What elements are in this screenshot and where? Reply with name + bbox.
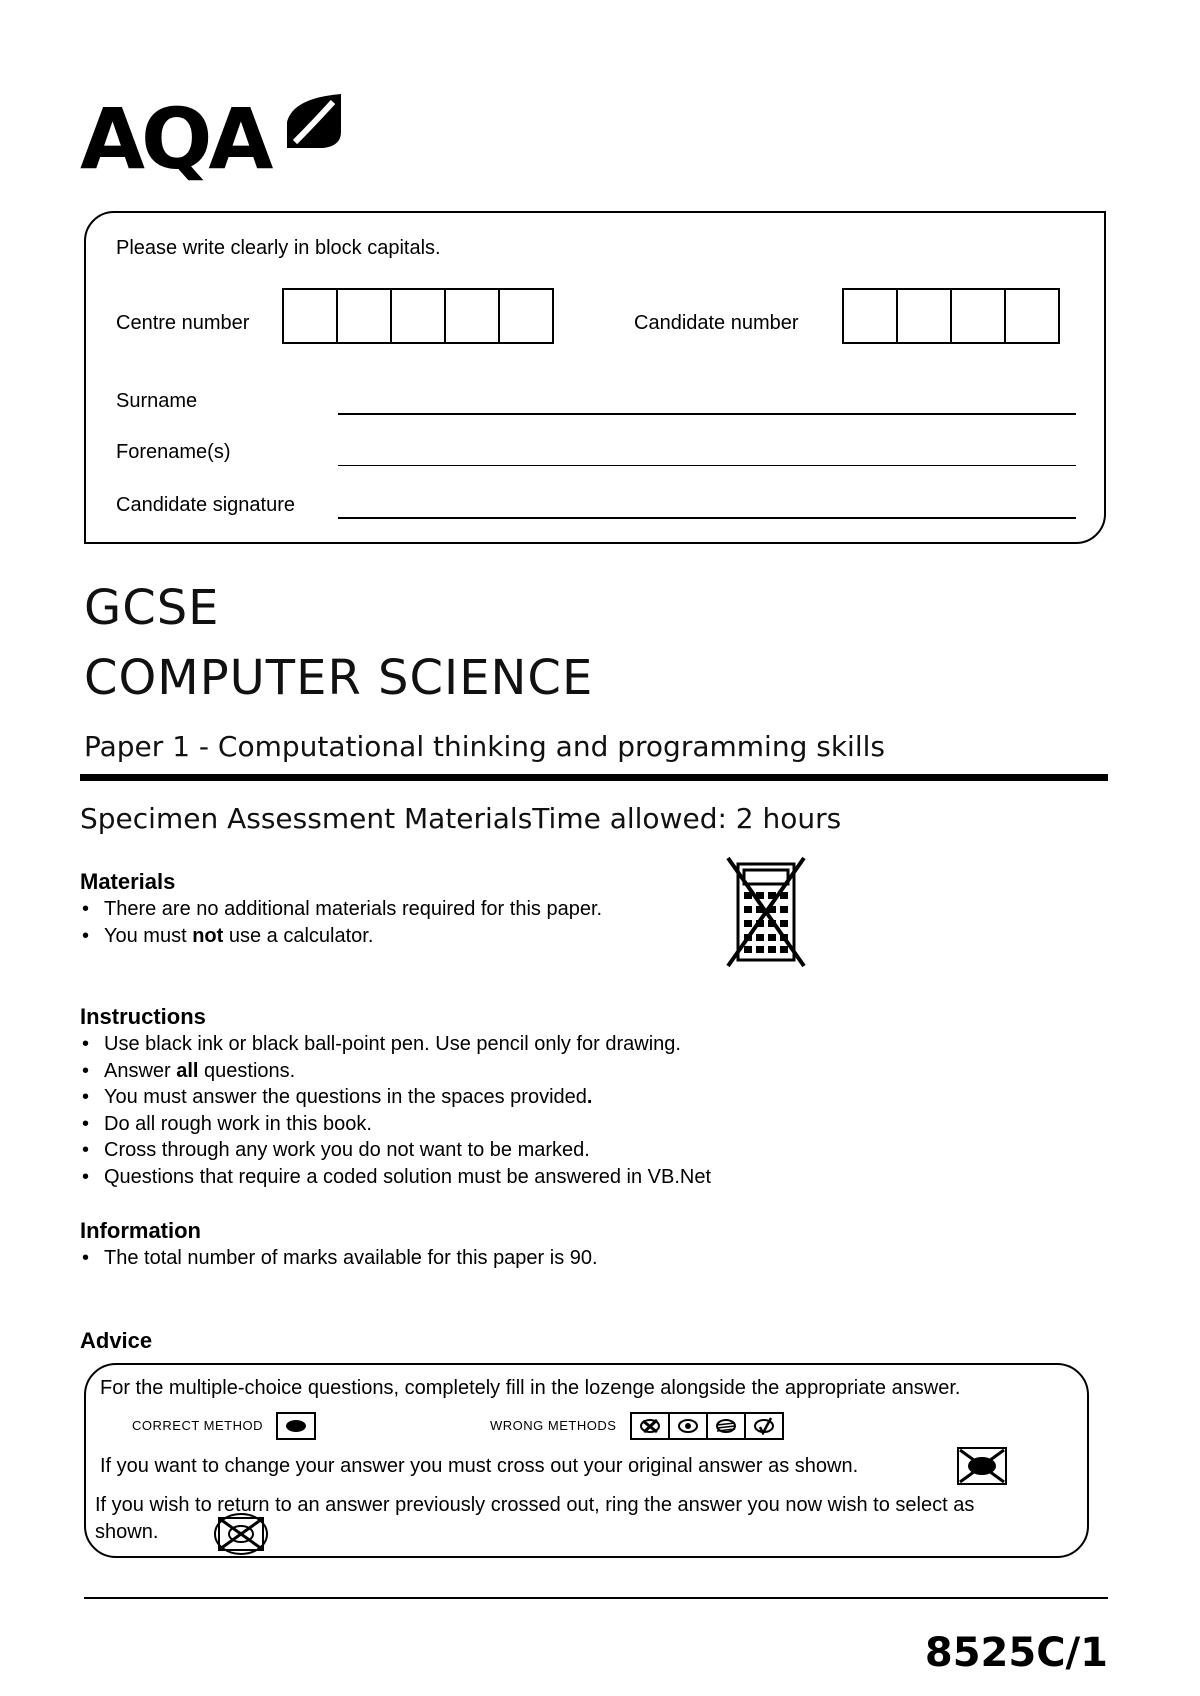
forenames-label: Forename(s)	[116, 441, 231, 463]
forenames-line[interactable]	[338, 465, 1076, 466]
list-item: • Cross through any work you do not want to be marked.	[80, 1137, 711, 1164]
change-answer-instruction: If you want to change your answer you must cross out your original answer as shown.	[100, 1455, 859, 1477]
scribbled-lozenge-icon	[706, 1412, 746, 1440]
candidate-number-boxes[interactable]	[842, 288, 1060, 344]
list-item: • You must not use a calculator.	[80, 923, 602, 950]
instructions-heading: Instructions	[80, 1004, 206, 1029]
logo-text: AQA	[80, 90, 270, 188]
materials-list	[80, 896, 602, 949]
crossed-lozenge-icon	[956, 1446, 1008, 1486]
return-answer-instruction-cont: shown.	[95, 1521, 159, 1543]
list-item: • You must answer the questions in the spaces provided.	[80, 1084, 711, 1111]
footer-rule	[84, 1597, 1108, 1599]
candidate-digit-box[interactable]	[1004, 288, 1060, 344]
list-item: • Answer all questions.	[80, 1058, 711, 1085]
list-item: • The total number of marks available for this paper is 90.	[80, 1245, 598, 1272]
centre-digit-box[interactable]	[390, 288, 446, 344]
centre-digit-box[interactable]	[336, 288, 392, 344]
ticked-through-lozenge-icon	[744, 1412, 784, 1440]
ticked-lozenge-icon	[630, 1412, 670, 1440]
centre-digit-box[interactable]	[444, 288, 500, 344]
aqa-logo	[80, 92, 350, 187]
list-item: • Do all rough work in this book.	[80, 1111, 711, 1138]
list-item: • Questions that require a coded solution must be answered in VB.Net	[80, 1164, 711, 1191]
dotted-lozenge-icon	[668, 1412, 708, 1440]
signature-line[interactable]	[338, 517, 1076, 519]
return-answer-instruction: If you wish to return to an answer previously crossed out, ring the answer you now wish to select as	[95, 1494, 975, 1516]
filled-lozenge-icon	[276, 1412, 316, 1440]
correct-method-example	[278, 1412, 316, 1440]
title-rule	[80, 774, 1108, 781]
surname-label: Surname	[116, 390, 198, 412]
signature-label: Candidate signature	[116, 494, 296, 516]
centre-digit-box[interactable]	[282, 288, 338, 344]
qualification-title: GCSE	[84, 580, 220, 636]
ringed-crossed-lozenge-icon	[212, 1512, 270, 1556]
wrong-methods-examples	[632, 1412, 784, 1440]
surname-line[interactable]	[338, 413, 1076, 415]
centre-digit-box[interactable]	[498, 288, 554, 344]
materials-heading: Materials	[80, 869, 176, 894]
wrong-methods-label: WRONG METHODS	[490, 1418, 617, 1433]
specimen-time-line: Specimen Assessment MaterialsTime allowed: 2 hours	[80, 802, 842, 835]
centre-number-boxes[interactable]	[282, 288, 554, 344]
advice-heading: Advice	[80, 1328, 153, 1353]
list-item: • There are no additional materials required for this paper.	[80, 896, 602, 923]
correct-method-label: CORRECT METHOD	[132, 1418, 263, 1433]
candidate-digit-box[interactable]	[896, 288, 952, 344]
list-item: • Use black ink or black ball-point pen. Use pencil only for drawing.	[80, 1031, 711, 1058]
centre-number-label: Centre number	[116, 312, 250, 334]
paper-title: Paper 1 - Computational thinking and programming skills	[84, 730, 885, 763]
candidate-digit-box[interactable]	[842, 288, 898, 344]
instructions-list	[80, 1031, 711, 1190]
subject-title: COMPUTER SCIENCE	[84, 650, 594, 706]
candidate-digit-box[interactable]	[950, 288, 1006, 344]
multiple-choice-instruction: For the multiple-choice questions, completely fill in the lozenge alongside the appropriate answer.	[100, 1377, 961, 1399]
information-list	[80, 1245, 598, 1272]
paper-code: 8525C/1	[924, 1630, 1108, 1676]
leaf-icon	[283, 92, 345, 150]
block-capitals-instruction: Please write clearly in block capitals.	[116, 237, 441, 259]
information-heading: Information	[80, 1218, 201, 1243]
crossed-calculator-icon	[724, 856, 808, 968]
candidate-number-label: Candidate number	[634, 312, 799, 334]
